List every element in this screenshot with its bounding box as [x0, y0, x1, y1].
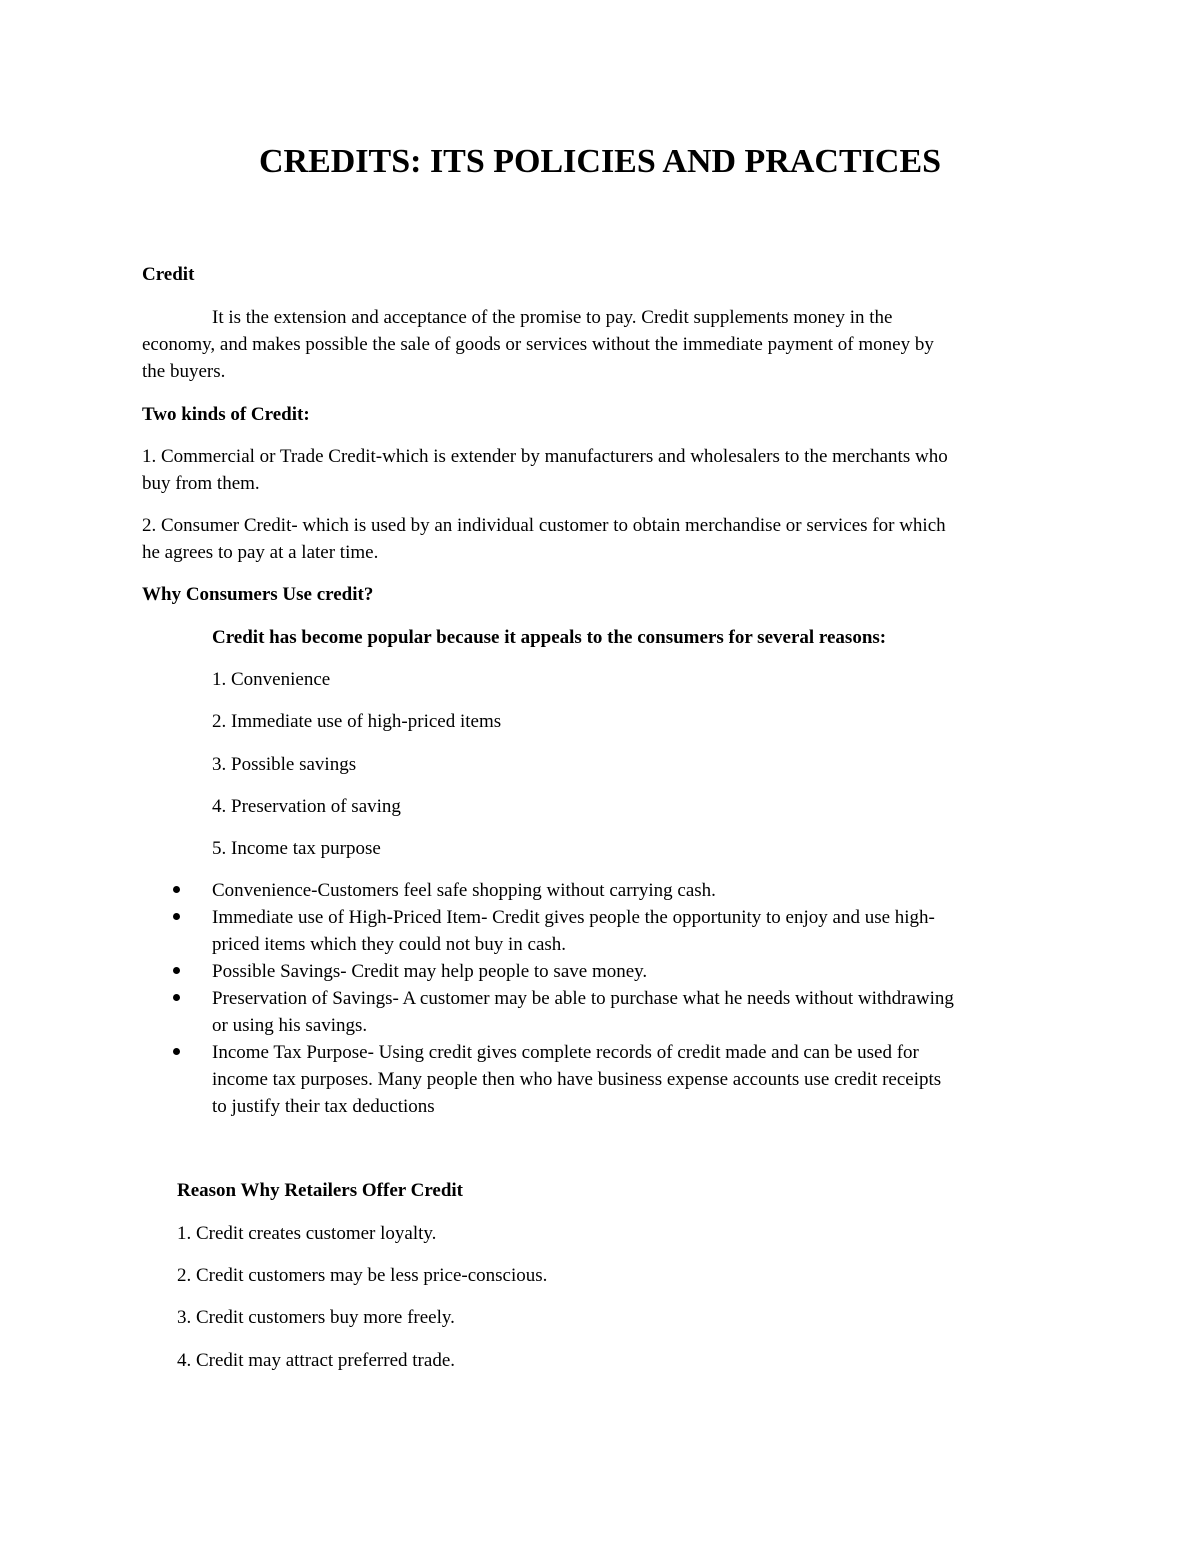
bullet-item-line: Convenience-Customers feel safe shopping without carrying cash. — [212, 880, 716, 901]
reason-item: 4. Preservation of saving — [212, 796, 401, 817]
bullet-icon — [173, 967, 180, 974]
reason-item: 2. Immediate use of high-priced items — [212, 711, 502, 732]
document-title: CREDITS: ITS POLICIES AND PRACTICES — [258, 143, 942, 180]
retailer-reason-item: 4. Credit may attract preferred trade. — [177, 1350, 455, 1371]
kinds-heading: Two kinds of Credit: — [142, 404, 310, 425]
bullet-item-line: or using his savings. — [212, 1015, 368, 1036]
bullet-item-line: Possible Savings- Credit may help people to save money. — [212, 961, 648, 982]
bullet-icon — [173, 913, 180, 920]
bullet-item-line: income tax purposes. Many people then who have business expense accounts use credit receipts — [212, 1069, 942, 1090]
kind-commercial-line: 1. Commercial or Trade Credit-which is extender by manufacturers and wholesalers to the merchants who — [142, 446, 948, 467]
kind-consumer-line: he agrees to pay at a later time. — [142, 542, 379, 563]
retailer-reason-item: 3. Credit customers buy more freely. — [177, 1307, 455, 1328]
credit-paragraph-line: the buyers. — [142, 361, 226, 382]
reason-item: 3. Possible savings — [212, 754, 357, 775]
bullet-icon — [173, 1048, 180, 1055]
why-subheading: Credit has become popular because it appeals to the consumers for several reasons: — [212, 627, 887, 648]
credit-heading: Credit — [142, 264, 195, 285]
bullet-item-line: Preservation of Savings- A customer may be able to purchase what he needs without withdrawing — [212, 988, 954, 1009]
bullet-icon — [173, 886, 180, 893]
reason-item: 5. Income tax purpose — [212, 838, 381, 859]
bullet-item-line: priced items which they could not buy in cash. — [212, 934, 567, 955]
retailer-reason-item: 2. Credit customers may be less price-conscious. — [177, 1265, 548, 1286]
credit-paragraph-line: It is the extension and acceptance of the promise to pay. Credit supplements money in the — [212, 307, 893, 328]
bullet-item-line: to justify their tax deductions — [212, 1096, 435, 1117]
retailer-reason-item: 1. Credit creates customer loyalty. — [177, 1223, 437, 1244]
bullet-item-line: Immediate use of High-Priced Item- Credit gives people the opportunity to enjoy and use high- — [212, 907, 935, 928]
kind-commercial-line: buy from them. — [142, 473, 260, 494]
retailers-heading: Reason Why Retailers Offer Credit — [177, 1180, 464, 1201]
credit-paragraph-line: economy, and makes possible the sale of goods or services without the immediate payment of money by — [142, 334, 934, 355]
bullet-icon — [173, 994, 180, 1001]
reason-item: 1. Convenience — [212, 669, 331, 690]
bullet-item-line: Income Tax Purpose- Using credit gives complete records of credit made and can be used for — [212, 1042, 919, 1063]
why-heading: Why Consumers Use credit? — [142, 584, 374, 605]
kind-consumer-line: 2. Consumer Credit- which is used by an individual customer to obtain merchandise or services for which — [142, 515, 946, 536]
